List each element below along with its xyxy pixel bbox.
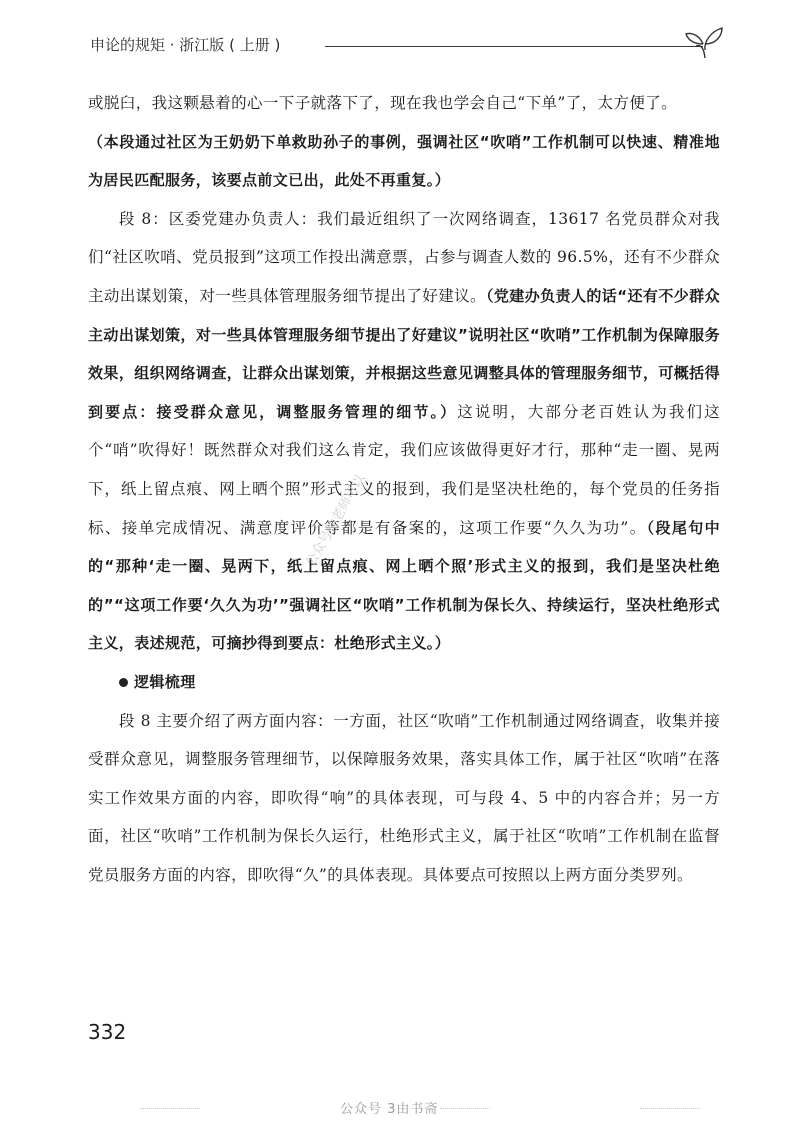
footer-stamp: 公众号 3由书斋 [340, 1102, 439, 1117]
scan-artifact [640, 1108, 700, 1113]
book-title: 申论的规矩 · 浙江版 ( 上册 ) [90, 36, 281, 54]
page-body [88, 84, 720, 894]
running-header [60, 20, 728, 68]
page-number: 332 [88, 1020, 127, 1044]
paragraph [88, 84, 720, 123]
watermark: 公众号钟老师可以 [303, 471, 369, 570]
annotation-text: （段尾句中的“那种‘走一圈、晃两下，纸上留点痕、网上晒个照’形式主义的报到，我们是坚决杜绝的”“这项工作要‘久久为功’”强调社区“吹哨”工作机制为保长久、持续运行，坚决杜绝形式主义，表述规范，可摘抄得到要点：杜绝形式主义。） [88, 518, 720, 653]
paragraph [88, 200, 720, 663]
annotation-text: （本段通过社区为王奶奶下单救助孙子的事例，强调社区“吹哨”工作机制可以快速、精准地为居民匹配服务，该要点前文已出，此处不再重复。） [88, 132, 720, 190]
paragraph [88, 123, 720, 200]
section-heading [119, 663, 720, 702]
bullet-icon [119, 678, 128, 687]
body-text: 这说明，大部分老百姓认为我们这个“哨”吹得好！既然群众对我们这么肯定，我们应该做得更好才行，那种“走一圈、晃两下，纸上留点痕、网上晒个照”形式主义的报到，我们是坚决杜绝的，每个党员的任务指标、接单完成情况、满意度评价等都是有备案的，这项工作要“久久为功”。 [88, 402, 720, 537]
sprout-icon [682, 20, 728, 60]
body-text: 段 8：区委党建办负责人：我们最近组织了一次网络调查，13617 名党员群众对我们“社区吹哨、党员报到”这项工作投出满意票，占参与调查人数的 96.5%，还有不少群众主动出谋划策，对一些具体管理服务细节提出了好建议。 [88, 209, 720, 305]
scan-artifact [440, 1108, 490, 1113]
header-rule [325, 46, 703, 47]
body-text: 段 8 主要介绍了两方面内容：一方面，社区“吹哨”工作机制通过网络调查，收集并接受群众意见，调整服务管理细节，以保障服务效果，落实具体工作，属于社区“吹哨”在落实工作效果方面的内容，即吹得“响”的具体表现，可与段 4、5 中的内容合并；另一方面，社区“吹哨”工作机制为保长久运行，杜绝形式主义，属于社区“吹哨”工作机制在监督党员服务方面的内容，即吹得“久”的具体表现。具体要点可按照以上两方面分类罗列。 [88, 711, 720, 884]
scan-artifact [140, 1108, 200, 1113]
paragraph [88, 702, 720, 895]
body-text: 或脱臼，我这颗悬着的心一下子就落下了，现在我也学会自己“下单”了，太方便了。 [88, 94, 678, 112]
section-heading-label: 逻辑梳理 [134, 672, 196, 691]
annotation-text: （党建办负责人的话“还有不少群众主动出谋划策，对一些具体管理服务细节提出了好建议”说明社区“吹哨”工作机制为保障服务效果，组织网络调查，让群众出谋划策，并根据这些意见调整具体的管理服务细节，可概括得到要点：接受群众意见，调整服务管理的细节。） [88, 286, 720, 421]
